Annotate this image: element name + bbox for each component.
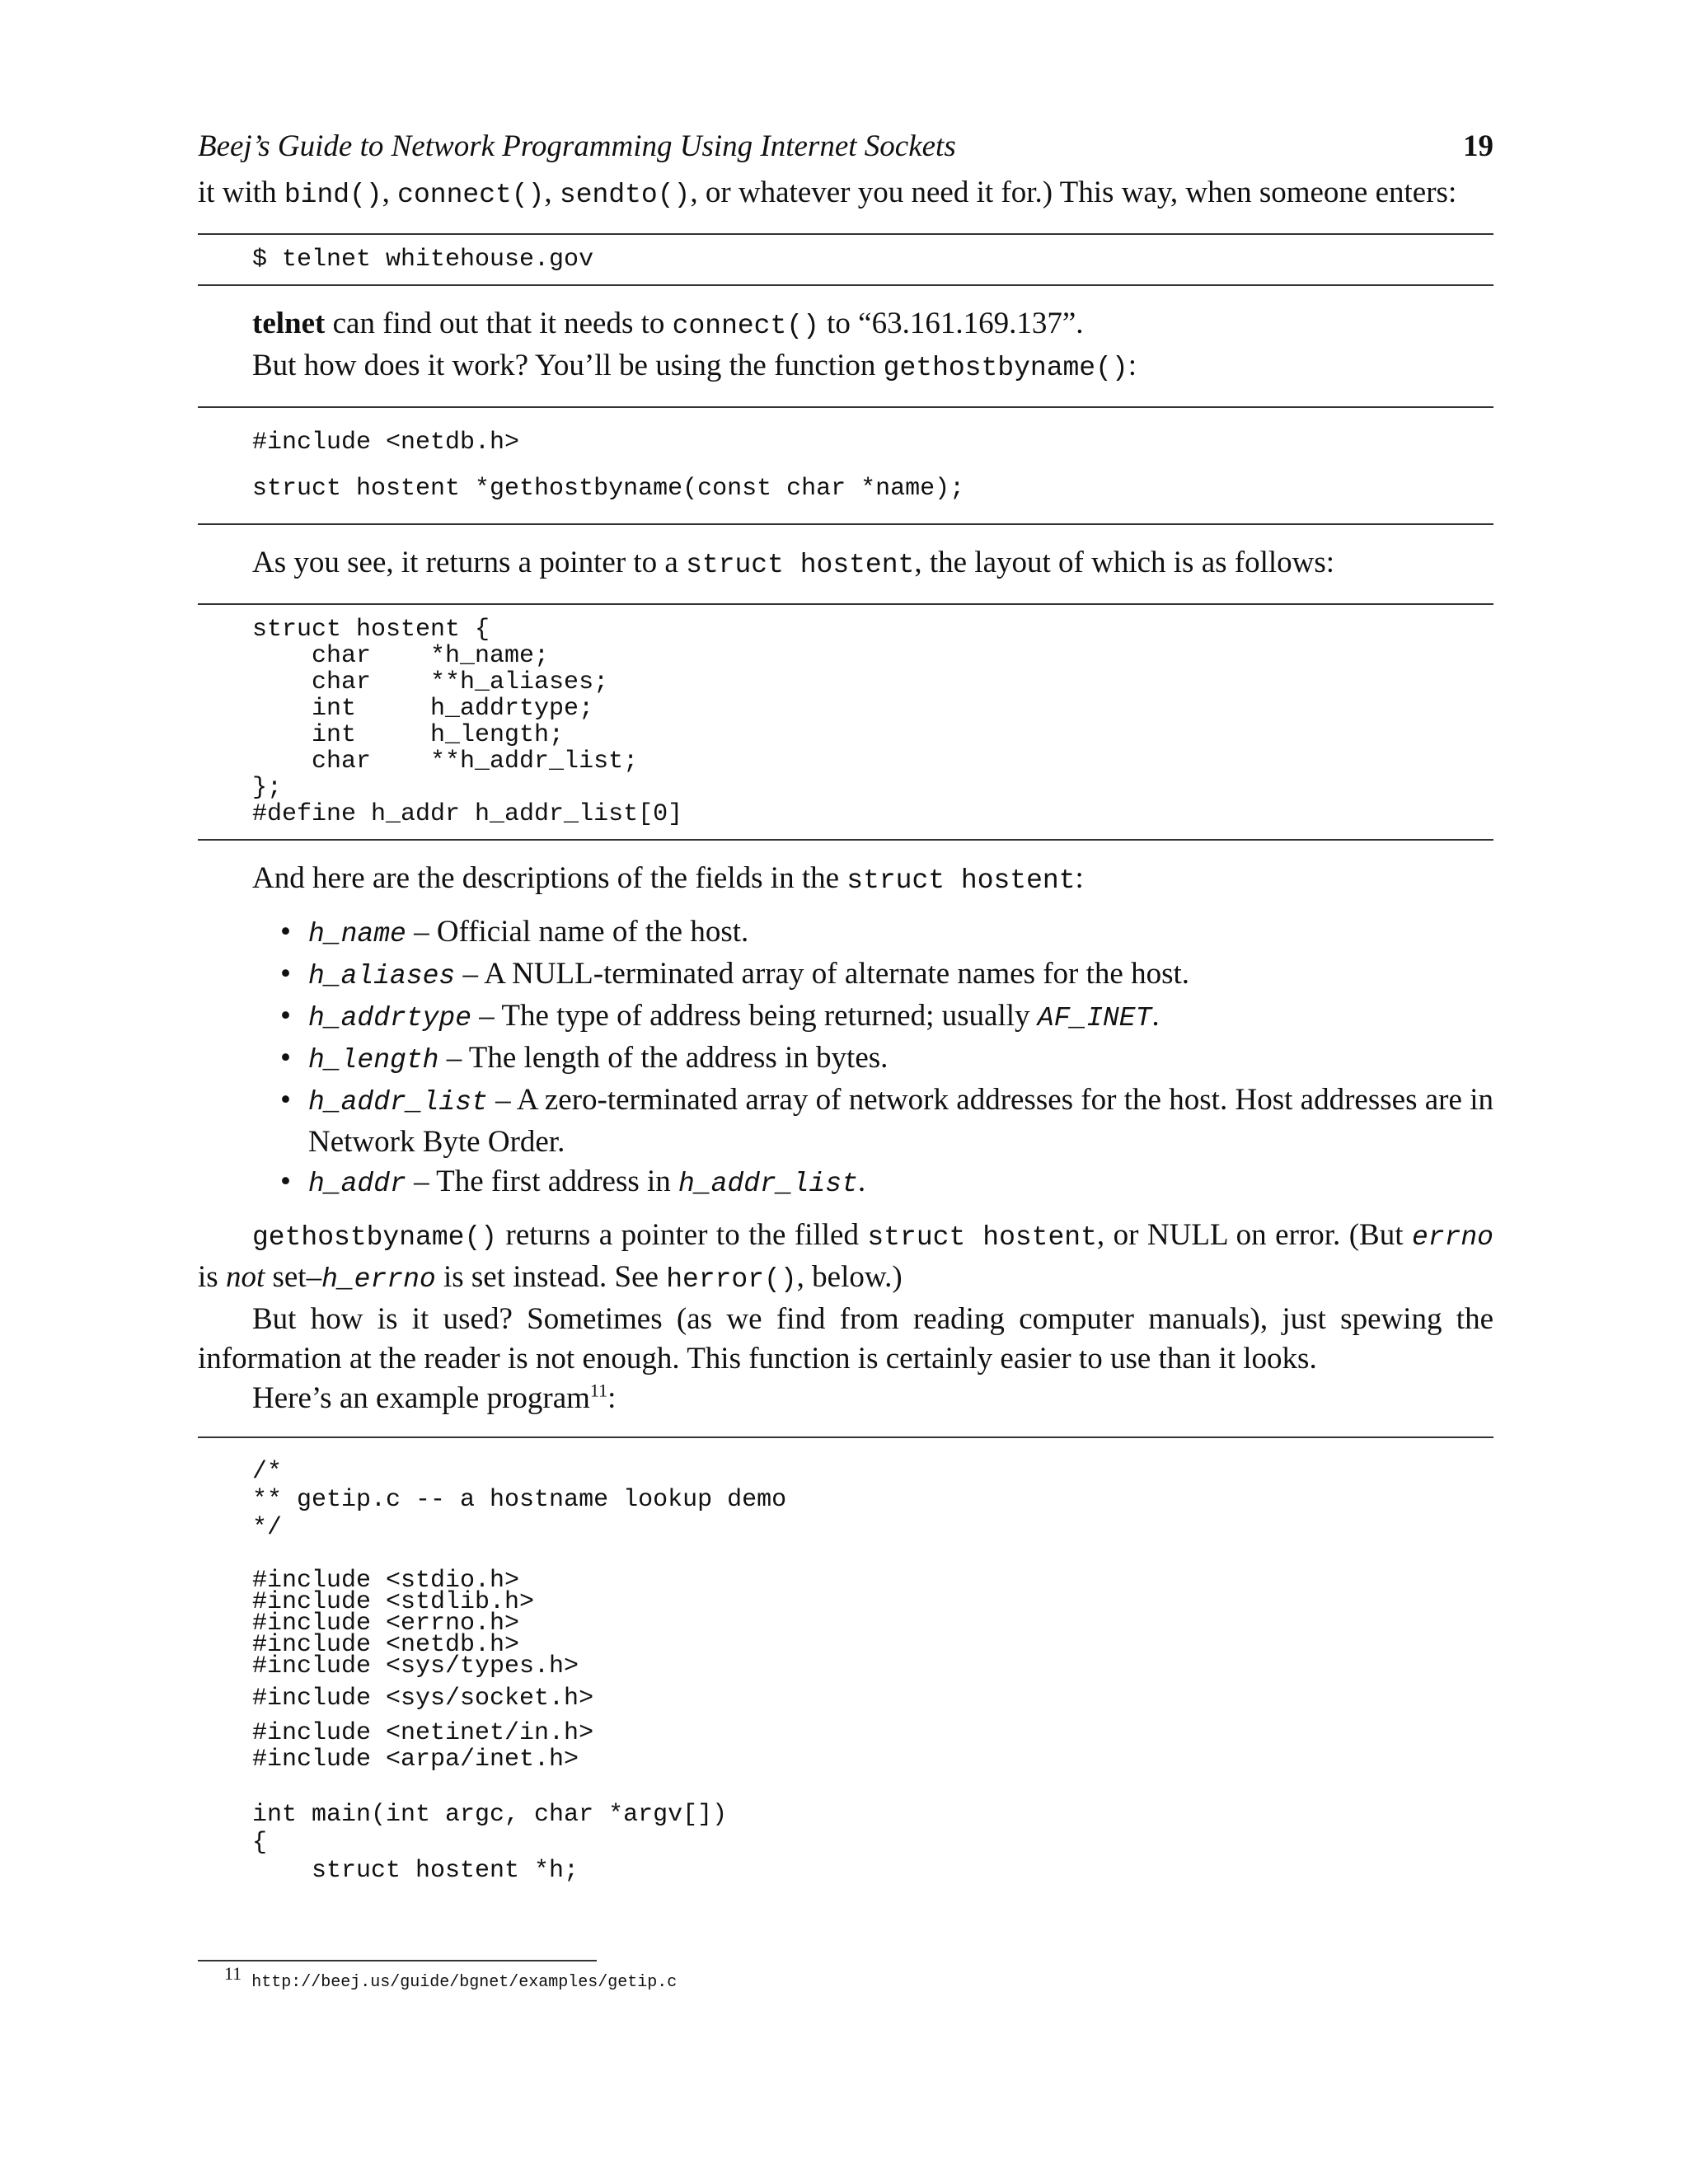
footnote-ref: 11	[589, 1380, 608, 1401]
footnote	[224, 1963, 678, 1992]
page-number: 19	[1463, 129, 1493, 163]
list-item: • h_addrtype – The type of address being returned; usually AF_INET.	[308, 996, 1493, 1038]
list-item: • h_name – Official name of the host.	[308, 912, 1493, 954]
footnote-url[interactable]: http://beej.us/guide/bgnet/examples/getip.c	[251, 1973, 678, 1992]
page	[198, 124, 1493, 1915]
running-title: Beej’s Guide to Network Programming Using Internet Sockets	[198, 129, 956, 163]
paragraph-gethostbyname: gethostbyname() returns a pointer to the filled struct hostent, or NULL on error. (But errno is not set–h_errno is set instead. See herror(), below.)	[198, 1218, 1493, 1295]
field-list	[198, 912, 1493, 1204]
list-item: • h_aliases – A NULL-terminated array of alternate names for the host.	[308, 954, 1493, 996]
paragraph-telnet: telnet can find out that it needs to connect() to “63.161.169.137”.	[252, 307, 1084, 341]
paragraph-example: Here’s an example program$^{11}$:	[252, 1380, 617, 1415]
footnote-mark: 11	[224, 1963, 242, 1984]
paragraph-how: But how does it work? You’ll be using the function gethostbyname():	[252, 349, 1137, 383]
list-item: • h_addr – The first address in h_addr_list.	[308, 1162, 1493, 1204]
paragraph-returns: As you see, it returns a pointer to a struct hostent, the layout of which is as follows:	[252, 546, 1335, 580]
running-header	[198, 124, 1493, 173]
code-block-struct: struct hostent { char *h_name; char **h_aliases; int h_addrtype; int h_length; char **h_addr_list; }; #define h_addr h_addr_list[0]	[198, 603, 1493, 841]
paragraph-usage: But how is it used? Sometimes (as we find from reading computer manuals), just spewing the information at the reader is not enough. This function is certainly easier to use than it looks.	[198, 1302, 1493, 1376]
code-block-prototype: #include <netdb.h> struct hostent *gethostbyname(const char *name);	[198, 406, 1493, 525]
list-item: • h_length – The length of the address in bytes.	[308, 1038, 1493, 1080]
list-item: • h_addr_list – A zero-terminated array of network addresses for the host. Host addresses are in Network Byte Order.	[308, 1080, 1493, 1162]
paragraph-intro: it with bind(), connect(), sendto(), or whatever you need it for.) This way, when someone enters:	[198, 176, 1457, 210]
footnote-rule	[198, 1960, 597, 1961]
code-block-getip: /* ** getip.c -- a hostname lookup demo */ #include <stdio.h> #include <stdlib.h> #include <errno.h> #include <netdb.h> #include <sys/types.h> #include <sys/socket.h> #include <netinet/in.h> #include <arpa/inet.h> int main(int argc, char *argv[]) { struct hostent *h;	[198, 1436, 1493, 1896]
code-block-telnet: $ telnet whitehouse.gov	[198, 233, 1493, 286]
paragraph-descriptions: And here are the descriptions of the fields in the struct hostent:	[252, 861, 1084, 896]
